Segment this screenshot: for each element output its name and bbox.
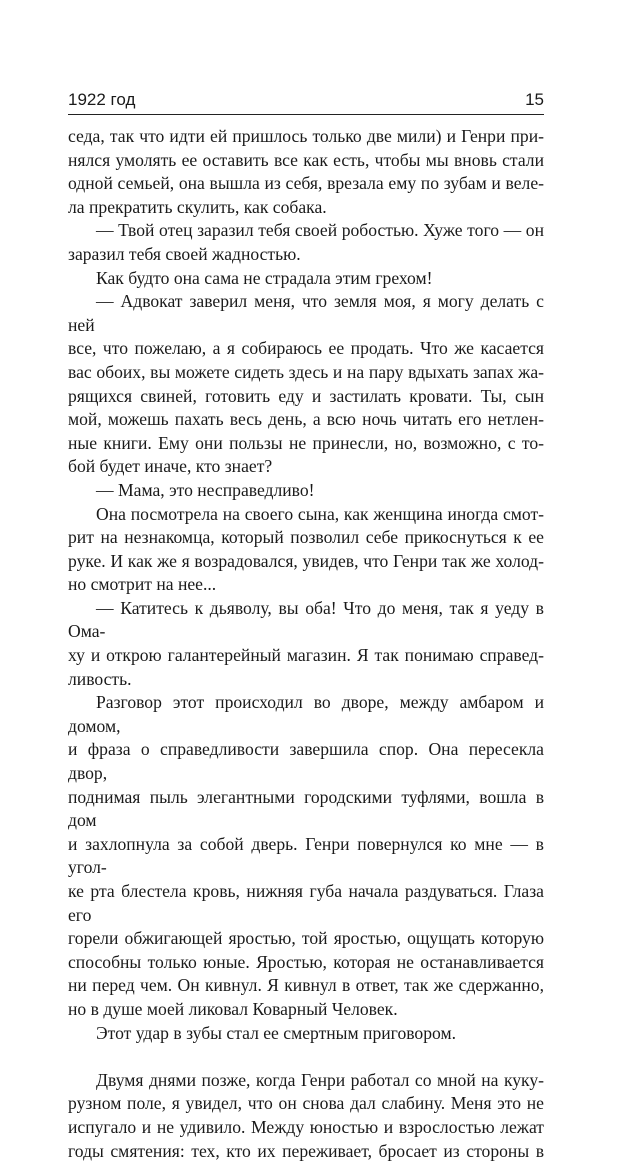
body-text — [68, 125, 544, 1163]
text-line: ливость. — [68, 668, 132, 689]
text-line: заразил тебя своей жадностью. — [68, 243, 301, 264]
paragraph — [68, 503, 544, 597]
text-line: способны только юные. Яростью, которая не останавливается — [68, 951, 544, 972]
text-line: ху и открою галантерейный магазин. Я так понимаю справед- — [68, 645, 544, 666]
text-line: и фраза о справедливости завершила спор. Она пересекла двор, — [68, 739, 544, 784]
page-number: 15 — [525, 90, 544, 109]
text-line: руке. И как же я возрадовался, увидев, что Генри так же холод- — [68, 550, 544, 571]
section-break — [68, 1045, 544, 1069]
text-line: — Мама, это несправедливо! — [96, 479, 315, 500]
text-line: и захлопнула за собой дверь. Генри повернулся ко мне — в угол- — [68, 833, 544, 878]
text-line: рит на незнакомца, который позволил себе прикоснуться к ее — [68, 527, 544, 548]
text-line: рузном поле, я увидел, что он снова дал слабину. Меня это не — [68, 1093, 544, 1114]
text-line: ные книги. Ему они пользы не принесли, но, возможно, с то- — [68, 432, 544, 453]
text-line: ни перед чем. Он кивнул. Я кивнул в ответ, так же сдержанно, — [68, 975, 544, 996]
text-line: мой, можешь пахать весь день, а всю ночь читать его нетлен- — [68, 409, 544, 430]
paragraph — [68, 691, 544, 1021]
text-line: годы смятения: тех, кто их переживает, бросает из стороны в — [68, 1140, 544, 1161]
paragraph — [68, 479, 544, 503]
text-line: — Катитесь к дьяволу, вы оба! Что до меня, так я уеду в Ома- — [68, 597, 544, 642]
text-line: поднимая пыль элегантными городскими туфлями, вошла в дом — [68, 786, 544, 831]
running-title: 1922 год — [68, 90, 136, 109]
text-line: рящихся свиней, готовить еду и застилать кровати. Ты, сын — [68, 385, 544, 406]
paragraph — [68, 1069, 544, 1163]
text-line: Этот удар в зубы стал ее смертным приговором. — [96, 1022, 457, 1043]
paragraph — [68, 219, 544, 266]
text-line: нялся умолять ее оставить все как есть, чтобы мы вновь стали — [68, 149, 544, 170]
paragraph — [68, 267, 544, 291]
text-line: но в душе моей ликовал Коварный Человек. — [68, 998, 398, 1019]
text-line: вас обоих, вы можете сидеть здесь и на пару вдыхать запах жа- — [68, 361, 544, 382]
text-line: но смотрит на нее... — [68, 574, 217, 595]
paragraph — [68, 125, 544, 219]
header-rule — [68, 114, 544, 115]
text-line: испугало и не удивило. Между юностью и взрослостью лежат — [68, 1116, 544, 1137]
text-line: Она посмотрела на своего сына, как женщина иногда смот- — [96, 503, 544, 524]
text-line: Разговор этот происходил во дворе, между амбаром и домом, — [68, 692, 544, 736]
text-line: все, что пожелаю, а я собираюсь ее продать. Что же касается — [68, 338, 544, 359]
text-line: одной семьей, она вышла из себя, врезала ему по зубам и веле- — [68, 173, 544, 194]
paragraph — [68, 1022, 544, 1046]
text-line: ке рта блестела кровь, нижняя губа начала раздуваться. Глаза его — [68, 881, 544, 925]
text-line: — Адвокат заверил меня, что земля моя, я могу делать с ней — [68, 291, 544, 335]
text-line: бой будет иначе, кто знает? — [68, 456, 273, 477]
running-header — [68, 90, 544, 112]
paragraph — [68, 597, 544, 691]
text-line: — Твой отец заразил тебя своей робостью. Хуже того — он — [96, 220, 544, 241]
text-line: Двумя днями позже, когда Генри работал со мной на куку- — [96, 1069, 544, 1090]
text-line: ла прекратить скулить, как собака. — [68, 196, 327, 217]
text-line: Как будто она сама не страдала этим грехом! — [96, 267, 433, 288]
text-line: седа, так что идти ей пришлось только две мили) и Генри при- — [68, 126, 544, 146]
text-line: горели обжигающей яростью, той яростью, ощущать которую — [68, 928, 544, 949]
paragraph — [68, 290, 544, 479]
